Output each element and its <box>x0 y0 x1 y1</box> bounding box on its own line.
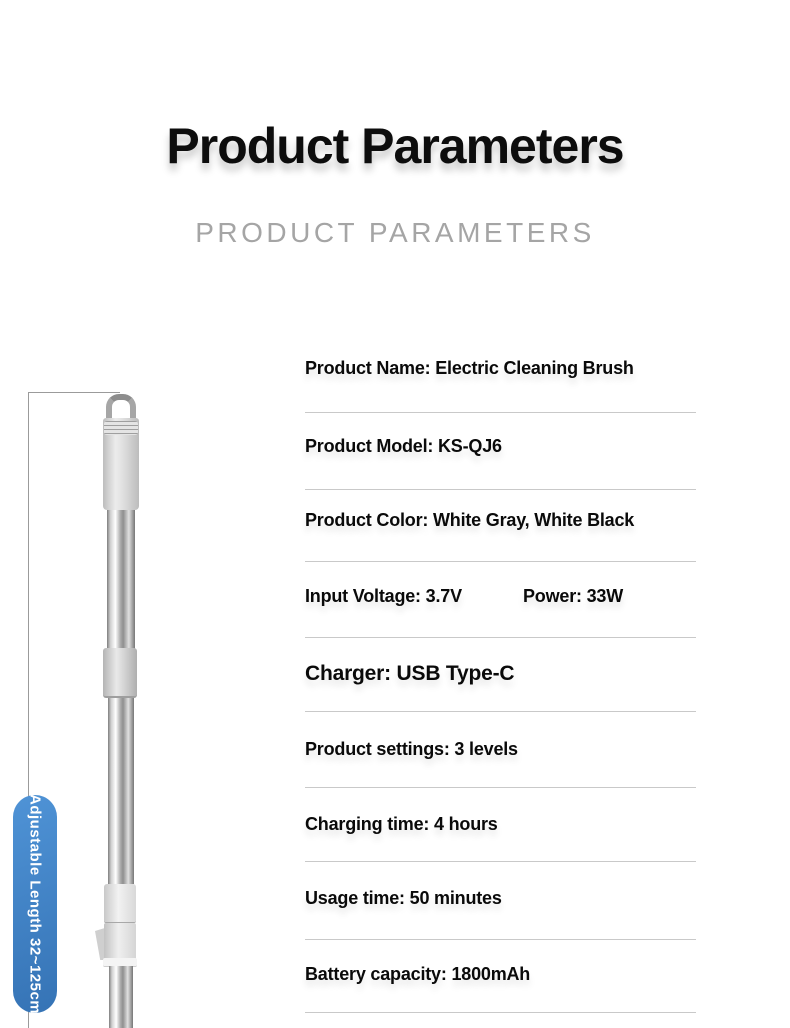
spec-text: Power: 33W <box>523 586 624 606</box>
photo-frame-top-border <box>28 392 120 393</box>
spec-divider <box>305 561 696 562</box>
spec-row-settings <box>305 739 696 769</box>
pole-collar <box>104 884 136 923</box>
spec-divider <box>305 787 696 788</box>
spec-divider <box>305 861 696 862</box>
spec-row-battery <box>305 964 696 994</box>
pole-handle-ridges <box>104 421 138 435</box>
spec-text: Usage time: 50 minutes <box>305 888 502 908</box>
spec-text: Charger: USB Type-C <box>305 662 515 685</box>
spec-divider <box>305 637 696 638</box>
spec-row-product-name <box>305 358 696 388</box>
spec-divider <box>305 1012 696 1013</box>
spec-text: Battery capacity: 1800mAh <box>305 964 531 984</box>
spec-divider <box>305 711 696 712</box>
spec-divider <box>305 412 696 413</box>
spec-text: Product Model: KS-QJ6 <box>305 436 502 456</box>
pole-shaft-lower <box>109 966 133 1028</box>
spec-text: Charging time: 4 hours <box>305 814 498 834</box>
spec-text: Product Name: Electric Cleaning Brush <box>305 358 634 378</box>
page-title: Product Parameters <box>166 118 624 174</box>
spec-divider <box>305 939 696 940</box>
spec-row-product-color <box>305 510 696 540</box>
spec-row-charger <box>305 662 696 692</box>
adjustable-length-badge-label: Adjustable Length 32~125cm <box>26 793 44 1015</box>
page-subtitle: PRODUCT PARAMETERS <box>195 217 595 248</box>
adjustable-length-badge <box>13 795 57 1013</box>
pole-shaft-upper <box>107 510 135 650</box>
spec-text: Product settings: 3 levels <box>305 739 518 759</box>
spec-divider <box>305 489 696 490</box>
spec-row-product-model <box>305 436 696 466</box>
spec-text: Product Color: White Gray, White Black <box>305 510 635 530</box>
spec-row-usage-time <box>305 888 696 918</box>
pole-clip-body <box>104 923 136 961</box>
spec-row-voltage-power <box>305 586 696 616</box>
spec-text: Input Voltage: 3.7V <box>305 586 462 606</box>
pole-connector <box>103 648 137 698</box>
pole-shaft-middle <box>108 698 134 884</box>
spec-row-charging-time <box>305 814 696 844</box>
